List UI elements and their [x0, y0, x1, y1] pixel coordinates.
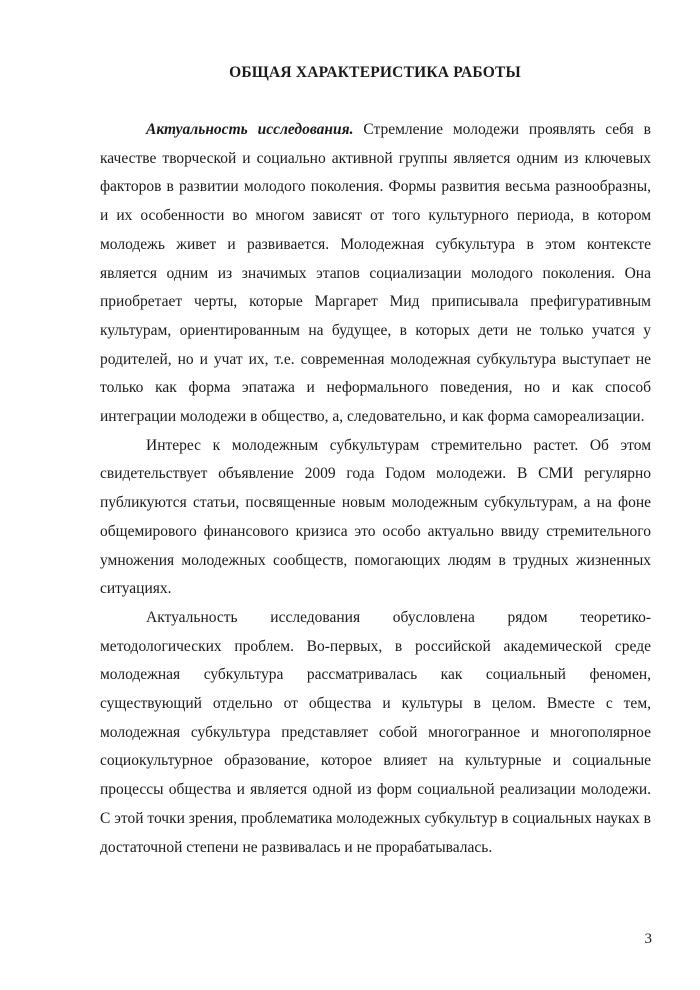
document-title: ОБЩАЯ ХАРАКТЕРИСТИКА РАБОТЫ: [229, 64, 521, 81]
page-number: 3: [644, 931, 652, 947]
paragraph-text: Актуальность исследования обусловлена рядом теоретико-методологических проблем. Во-первых, в российской академической среде молодежная субкультура рассматривалась как социальный феномен, существующий отдельно от общества и культуры в целом. Вместе с тем, молодежная субкультура представляет собой многогранное и многополярное социокультурное образование, которое влияет на культурные и социальные процессы общества и является одной из форм социальной реализации молодежи. С этой точки зрения, проблематика молодежных субкультур в социальных науках в достаточной степени не развивалась и не прорабатывалась.: [100, 608, 651, 856]
paragraph-relevance: [100, 116, 651, 432]
paragraph-methodology: [100, 604, 651, 862]
paragraph-lead: Актуальность исследования.: [146, 121, 354, 138]
paragraph-interest: [100, 432, 651, 604]
paragraph-text: Стремление молодежи проявлять себя в качестве творческой и социально активной группы является одним из ключевых факторов в развитии молодого поколения. Формы развития весьма разнообразны, и их особенности во многом зависят от того культурного периода, в котором молодежь живет и развивается. Молодежная субкультура в этом контексте является одним из значимых этапов социализации молодого поколения. Она приобретает черты, которые Маргарет Мид приписывала префигуративным культурам, ориентированным на будущее, в которых дети не только учатся у родителей, но и учат их, т.е. современная молодежная субкультура выступает не только как форма эпатажа и неформального поведения, но и как способ интеграции молодежи в общество, а, следовательно, и как форма самореализации.: [100, 121, 651, 426]
paragraph-text: Интерес к молодежным субкультурам стремительно растет. Об этом свидетельствует объявление 2009 года Годом молодежи. В СМИ регулярно публикуются статьи, посвященные новым молодежным субкультурам, а на фоне общемирового финансового кризиса это особо актуально ввиду стремительного умножения молодежных сообществ, помогающих людям в трудных жизненных ситуациях.: [100, 436, 651, 598]
document-body: [100, 116, 651, 862]
